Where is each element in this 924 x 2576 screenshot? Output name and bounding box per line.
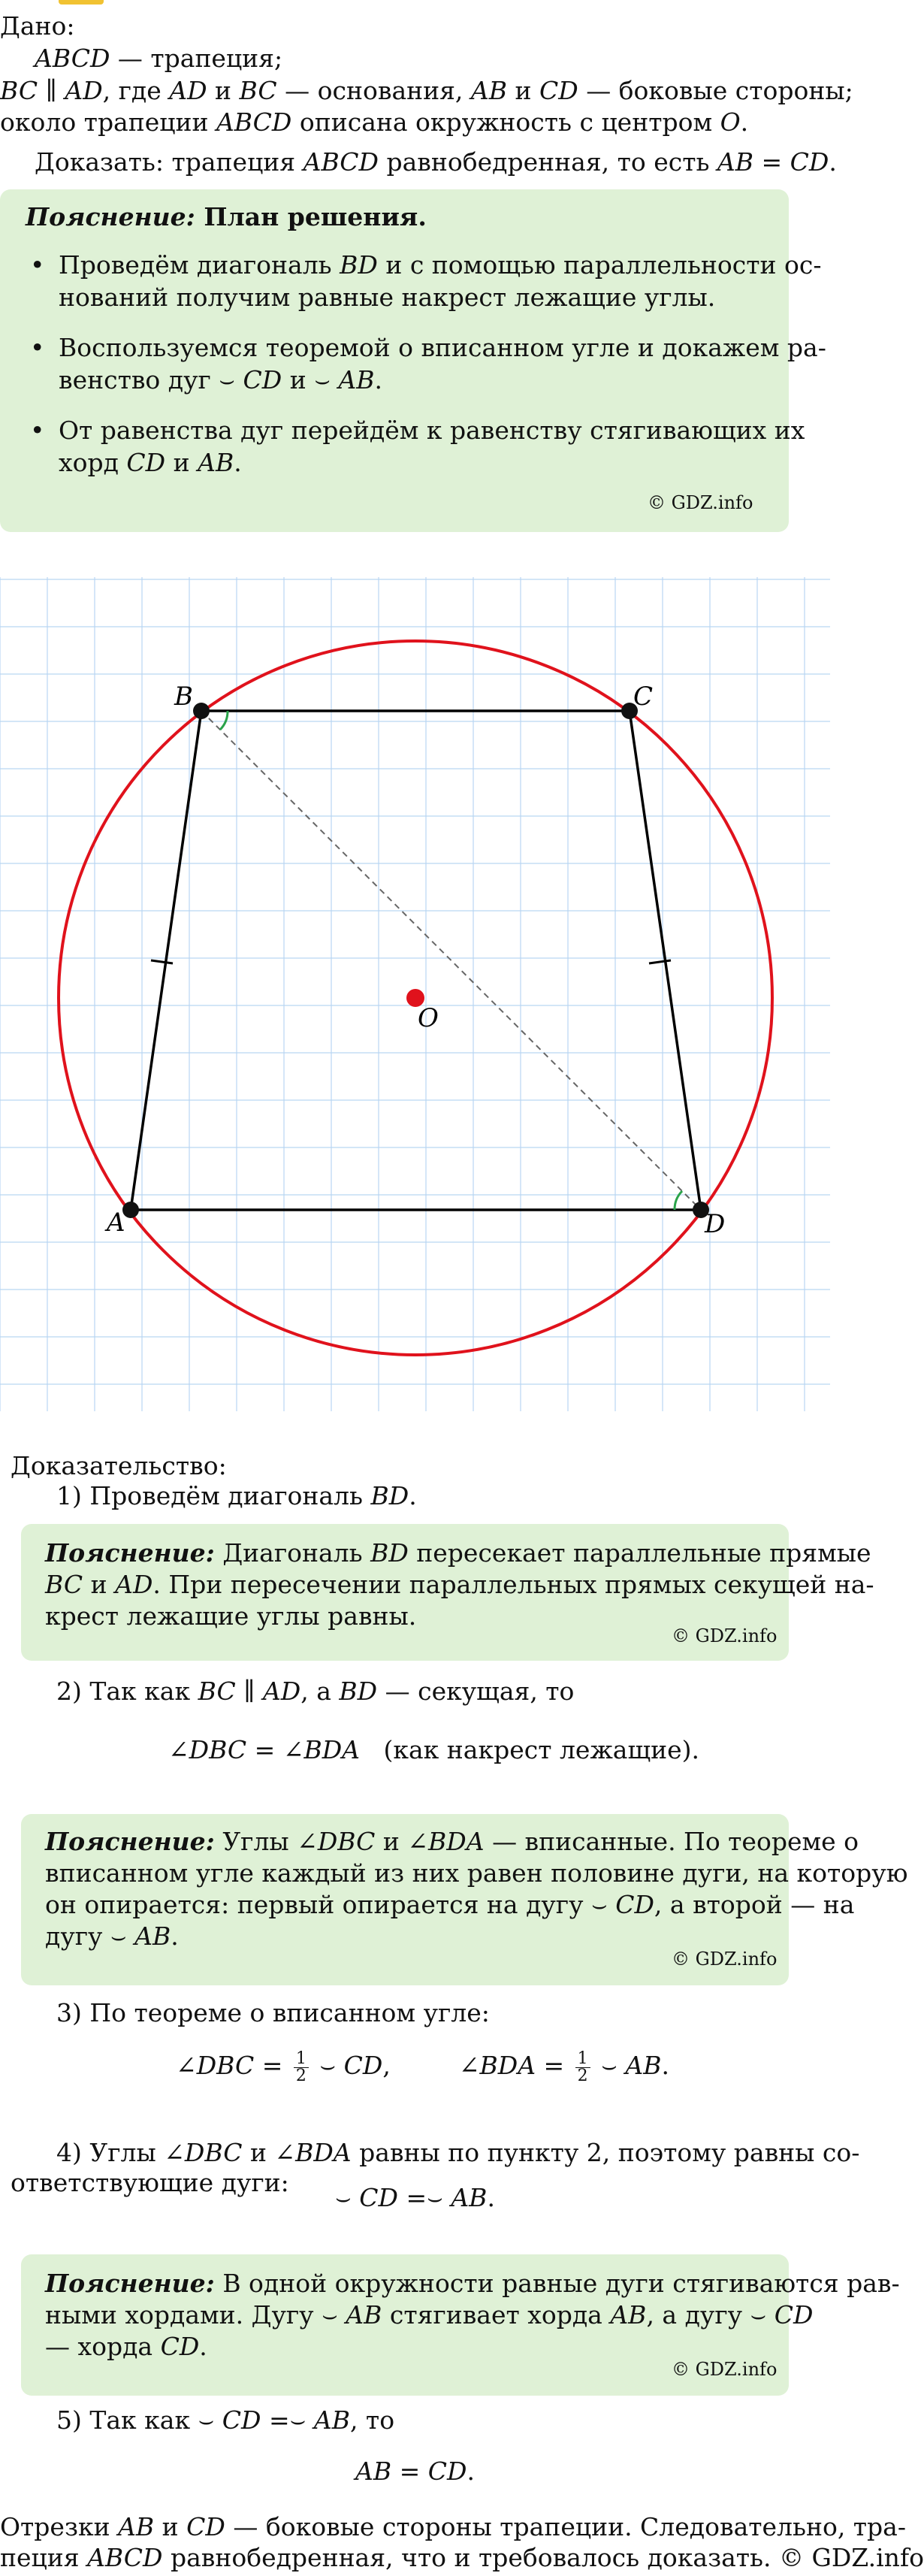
proof-title: Доказательство: [11,1451,227,1480]
explanation-box-2 [21,1814,908,1985]
formula-sides-equal: AB = CD. [355,2457,475,2486]
explanation-3-line-2: ными хордами. Дугу ⌣ AB стягивает хорда AB, а дугу ⌣ CD [45,2300,814,2330]
label-o: O [418,1003,439,1033]
explanation-1-line-2: BC и AD. При пересечении параллельных прямых секущей на- [45,1570,874,1599]
explanation-3-copyright: © GDZ.info [672,2359,778,2380]
explanation-1-line-3: крест лежащие углы равны. [45,1601,417,1631]
given-title: Дано: [0,11,75,41]
given-line-2: BC ∥ AD, где AD и BC — основания, AB и CD — боковые стороны; [0,76,853,105]
diagonal-bd [201,711,701,1210]
proof-step-1: 1) Проведём диагональ BD. [56,1481,417,1510]
explanation-2-line-4: дугу ⌣ AB. [45,1921,179,1951]
formula-arcs-equal: ⌣ CD =⌣ AB. [335,2183,495,2212]
angle-arc-dbc [220,711,228,730]
formula-angles-equal: ∠DBC = ∠BDA (как накрест лежащие). [168,1735,700,1764]
proof-step-3: 3) По теореме о вписанном угле: [56,1998,490,2027]
explanation-3-line-3: — хорда CD. [45,2332,207,2361]
explanation-2-line-2: вписанном угле каждый из них равен половине дуги, на которую [45,1858,908,1888]
fraction-half-2: $\frac{1}{2}$ [575,2051,590,2085]
explanation-1-copyright: © GDZ.info [672,1625,778,1646]
plan-bullet-2: • Воспользуемся теоремой о вписанном угле и докажем ра- венство дуг ⌣ CD и ⌣ AB. [59,332,720,397]
given-line-1: ABCD — трапеция; [35,44,283,73]
tick-cd [649,960,671,963]
proof-step-4-line-1: 4) Углы ∠DBC и ∠BDA равны по пункту 2, поэтому равны со- [56,2138,860,2167]
label-a: A [107,1208,125,1238]
proof-step-5: 5) Так как ⌣ CD =⌣ AB, то [56,2405,395,2435]
explanation-box-1 [21,1524,874,1661]
proof-step-4-line-2: ответствующие дуги: [11,2168,289,2197]
angle-arc-bda [675,1191,682,1210]
plan-bullet-3: • От равенства дуг перейдём к равенству стягивающих их хорд CD и AB. [59,415,720,479]
explanation-1-line-1: Пояснение: Диагональ BD пересекает параллельные прямые [45,1538,871,1568]
formula-inscribed-angles: ∠DBC = $\frac{1}{2}$ ⌣ CD, ∠BDA = $\frac{1}{2}$ ⌣ AB. [176,2048,669,2085]
conclusion-line-1: Отрезки AB и CD — боковые стороны трапеции. Следовательно, тра- [0,2512,907,2541]
explanation-2-copyright: © GDZ.info [672,1949,778,1970]
label-d: D [705,1209,726,1239]
explanation-2-line-3: он опирается: первый опирается на дугу ⌣ CD, а второй — на [45,1890,855,1919]
explanation-box-3 [21,2254,900,2396]
trapezoid-circle-figure [0,577,830,1411]
explanation-2-line-1: Пояснение: Углы ∠DBC и ∠BDA — вписанные. По теореме о [45,1827,859,1856]
plan-bullet-1: • Проведём диагональ BD и с помощью параллельности ос- нований получим равные накрест лежащие углы. [59,249,720,314]
label-b: B [174,682,193,712]
conclusion-copyright: © GDZ.info [778,2543,924,2572]
proof-step-2: 2) Так как BC ∥ AD, а BD — секущая, то [56,1677,575,1706]
tick-ab [151,960,173,963]
explanation-3-line-1: Пояснение: В одной окружности равные дуги стягиваются рав- [45,2269,900,2298]
conclusion-line-2: пеция ABCD равнобедренная, что и требовалось доказать. © GDZ.info [0,2543,924,2572]
top-tab-marker [59,0,104,5]
vertex-b [193,703,210,719]
plan-heading: Пояснение: План решения. [26,202,427,231]
fraction-half-1: $\frac{1}{2}$ [294,2051,309,2085]
given-line-3: около трапеции ABCD описана окружность с центром O. [0,107,749,137]
label-c: C [633,682,654,712]
prove-statement: Доказать: трапеция ABCD равнобедренная, то есть AB = CD. [35,147,837,177]
plan-explanation-box [0,189,826,532]
plan-copyright: © GDZ.info [648,492,753,513]
